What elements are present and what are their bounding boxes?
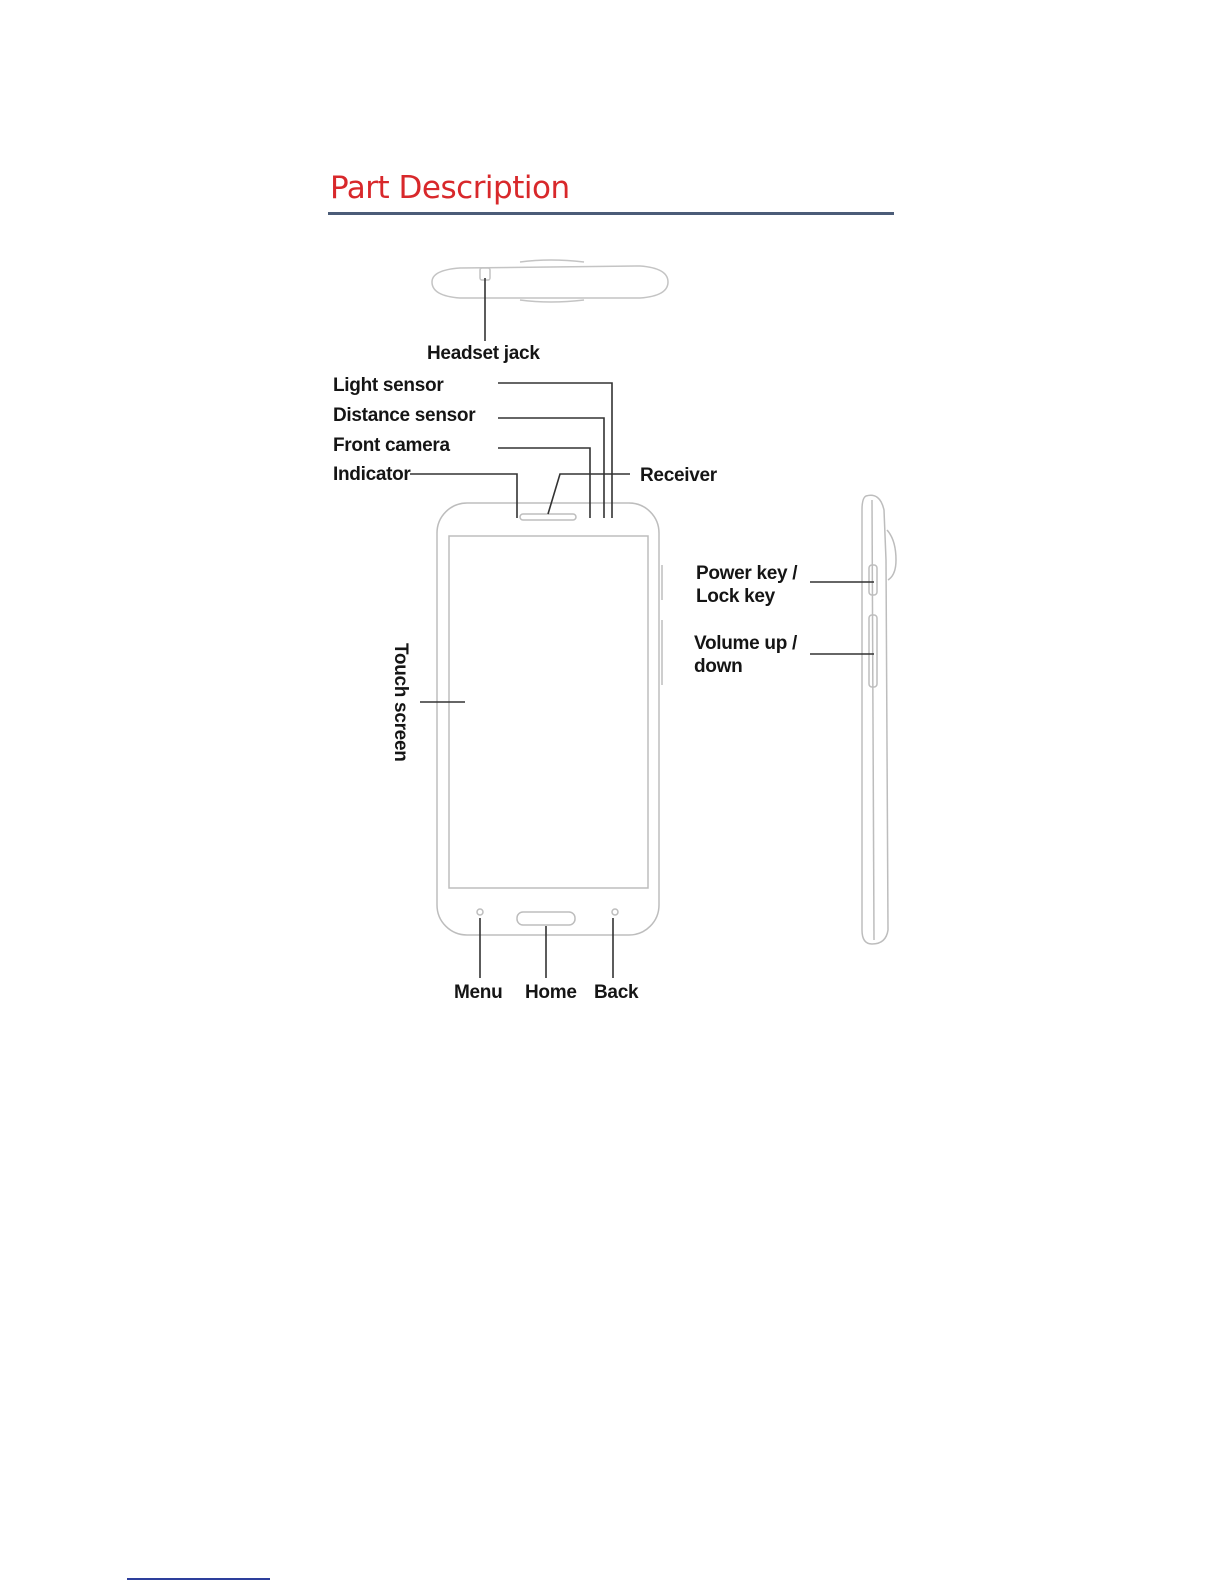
label-back: Back [594,982,639,1003]
label-volume-line1: Volume up / [694,633,797,654]
home-button-shape [517,912,575,925]
label-headset-jack: Headset jack [427,343,540,364]
footer-rule [127,1578,270,1580]
phone-top-view [432,260,668,302]
label-distance-sensor: Distance sensor [333,405,476,426]
phone-front-view [437,503,662,935]
label-light-sensor: Light sensor [333,375,444,396]
leader-front-camera [498,448,590,518]
phone-body-outline [437,503,659,935]
label-front-camera: Front camera [333,435,450,456]
back-key-dot [612,909,618,915]
receiver-slot [520,514,576,520]
label-menu: Menu [454,982,503,1003]
label-indicator: Indicator [333,464,411,485]
leader-light-sensor [498,383,612,518]
label-touch-screen: Touch screen [390,643,411,762]
page-title: Part Description [330,170,570,206]
label-home: Home [525,982,577,1003]
label-receiver: Receiver [640,465,717,486]
label-power-key-line2: Lock key [696,586,775,607]
label-volume [694,632,797,678]
label-volume-line2: down [694,656,743,677]
phone-side-view [862,495,896,944]
leader-lines [410,278,874,978]
leader-indicator [410,474,517,518]
menu-key-dot [477,909,483,915]
label-power-key-line1: Power key / [696,563,798,584]
leader-receiver [548,474,630,514]
touch-screen-area [449,536,648,888]
label-power-key [696,562,797,608]
